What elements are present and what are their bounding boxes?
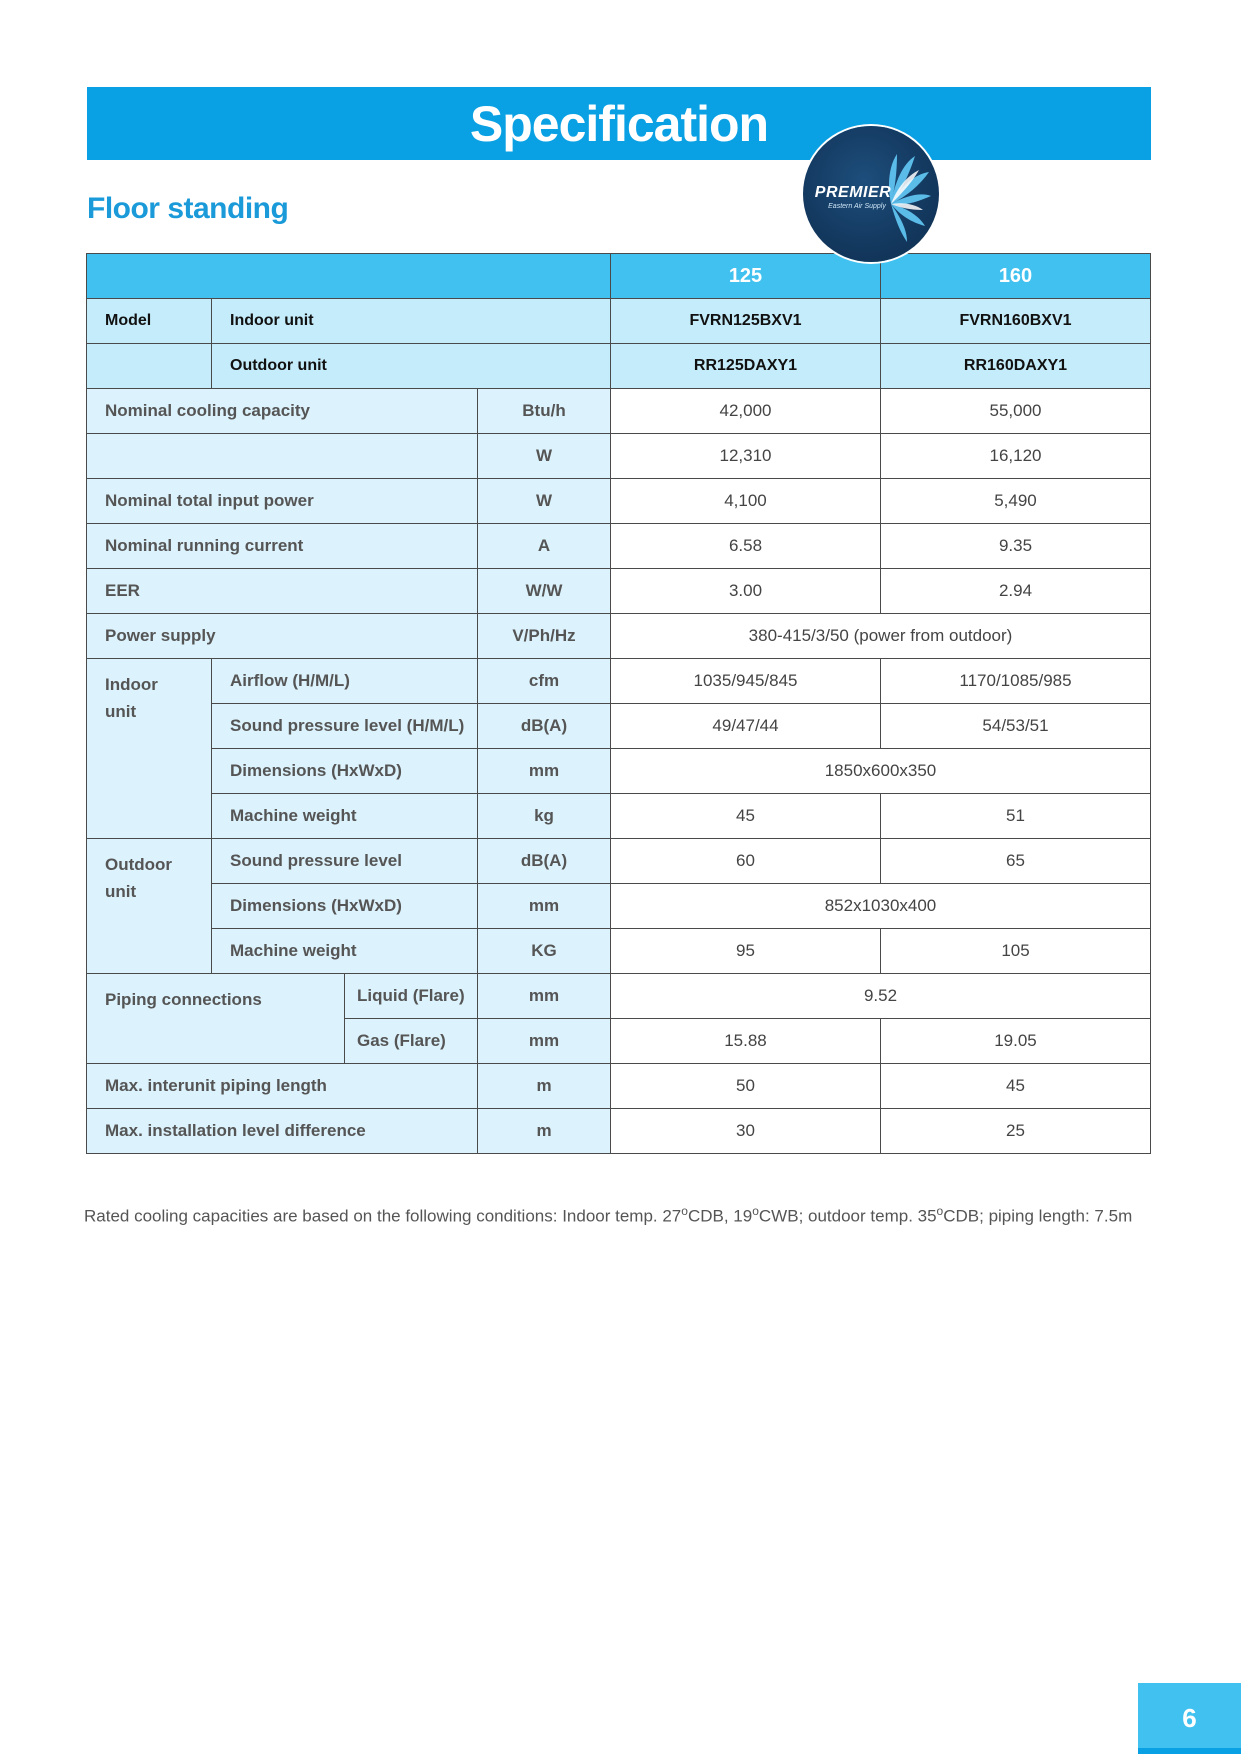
power-supply-label: Power supply [87, 614, 478, 659]
gas-flare-label: Gas (Flare) [345, 1019, 478, 1064]
value-cell: 30 [611, 1109, 881, 1154]
dimensions-label: Dimensions (HxWxD) [212, 884, 478, 929]
logo-name: PREMIER [814, 184, 892, 201]
footnote-text: CWB; outdoor temp. 35 [758, 1206, 937, 1226]
value-cell: 45 [881, 1064, 1151, 1109]
indoor-model-160: FVRN160BXV1 [881, 299, 1151, 344]
footnote [84, 1204, 1164, 1227]
indoor-dimensions-row [87, 749, 1151, 794]
header-banner [87, 87, 1151, 160]
footnote-text: CDB; piping length: 7.5m [943, 1206, 1133, 1226]
value-cell: 50 [611, 1064, 881, 1109]
power-supply-row [87, 614, 1151, 659]
unit-cell: mm [478, 1019, 611, 1064]
header-row [87, 254, 1151, 299]
degree-symbol: o [936, 1204, 944, 1218]
unit-cell: mm [478, 974, 611, 1019]
model-indoor-row [87, 299, 1151, 344]
logo-tagline: Eastern Air Supply [828, 203, 886, 210]
input-power-row [87, 479, 1151, 524]
col-header-160: 160 [881, 254, 1151, 299]
value-cell: 1850x600x350 [611, 749, 1151, 794]
cooling-btu-row [87, 389, 1151, 434]
col-header-125: 125 [611, 254, 881, 299]
section-title: Floor standing [87, 192, 289, 225]
unit-cell: W/W [478, 569, 611, 614]
unit-cell: m [478, 1109, 611, 1154]
input-power-label: Nominal total input power [87, 479, 478, 524]
value-cell: 380-415/3/50 (power from outdoor) [611, 614, 1151, 659]
value-cell: 19.05 [881, 1019, 1151, 1064]
unit-cell: KG [478, 929, 611, 974]
max-piping-length-row [87, 1064, 1151, 1109]
unit-cell: m [478, 1064, 611, 1109]
unit-cell: A [478, 524, 611, 569]
value-cell: 105 [881, 929, 1151, 974]
page-number: 6 [1138, 1683, 1241, 1754]
value-cell: 55,000 [881, 389, 1151, 434]
value-cell: 15.88 [611, 1019, 881, 1064]
value-cell: 1170/1085/985 [881, 659, 1151, 704]
value-cell: 16,120 [881, 434, 1151, 479]
value-cell: 9.52 [611, 974, 1151, 1019]
page-title: Specification [469, 95, 769, 152]
spec-table [86, 253, 1151, 1154]
value-cell: 25 [881, 1109, 1151, 1154]
footnote-text: Rated cooling capacities are based on the following conditions: Indoor temp. 27 [84, 1206, 682, 1226]
unit-cell: kg [478, 794, 611, 839]
indoor-sound-row [87, 704, 1151, 749]
unit-cell: dB(A) [478, 839, 611, 884]
machine-weight-label: Machine weight [212, 929, 478, 974]
value-cell: 95 [611, 929, 881, 974]
sound-pressure-label: Sound pressure level (H/M/L) [212, 704, 478, 749]
value-cell: 852x1030x400 [611, 884, 1151, 929]
model-empty-cell [87, 344, 212, 389]
outdoor-sound-row [87, 839, 1151, 884]
value-cell: 42,000 [611, 389, 881, 434]
outdoor-dimensions-row [87, 884, 1151, 929]
value-cell: 60 [611, 839, 881, 884]
value-cell: 6.58 [611, 524, 881, 569]
unit-cell: V/Ph/Hz [478, 614, 611, 659]
value-cell: 54/53/51 [881, 704, 1151, 749]
value-cell: 2.94 [881, 569, 1151, 614]
sound-pressure-label: Sound pressure level [212, 839, 478, 884]
model-outdoor-row [87, 344, 1151, 389]
unit-cell: Btu/h [478, 389, 611, 434]
max-level-diff-label: Max. installation level difference [87, 1109, 478, 1154]
dimensions-label: Dimensions (HxWxD) [212, 749, 478, 794]
outdoor-unit-group-label: Outdoor unit [87, 839, 212, 974]
degree-symbol: o [681, 1204, 688, 1218]
running-current-row [87, 524, 1151, 569]
header-empty-cell [87, 254, 611, 299]
eer-label: EER [87, 569, 478, 614]
outdoor-unit-label: Outdoor unit [212, 344, 611, 389]
piping-connections-label: Piping connections [87, 974, 345, 1064]
indoor-weight-row [87, 794, 1151, 839]
indoor-airflow-row [87, 659, 1151, 704]
model-label: Model [87, 299, 212, 344]
empty-label-cell [87, 434, 478, 479]
airflow-label: Airflow (H/M/L) [212, 659, 478, 704]
unit-cell: dB(A) [478, 704, 611, 749]
value-cell: 4,100 [611, 479, 881, 524]
value-cell: 49/47/44 [611, 704, 881, 749]
value-cell: 1035/945/845 [611, 659, 881, 704]
value-cell: 51 [881, 794, 1151, 839]
value-cell: 5,490 [881, 479, 1151, 524]
unit-cell: W [478, 479, 611, 524]
indoor-unit-label: Indoor unit [212, 299, 611, 344]
liquid-flare-label: Liquid (Flare) [345, 974, 478, 1019]
outdoor-model-125: RR125DAXY1 [611, 344, 881, 389]
cooling-capacity-label: Nominal cooling capacity [87, 389, 478, 434]
cooling-w-row [87, 434, 1151, 479]
outdoor-weight-row [87, 929, 1151, 974]
value-cell: 45 [611, 794, 881, 839]
max-piping-length-label: Max. interunit piping length [87, 1064, 478, 1109]
eer-row [87, 569, 1151, 614]
premier-logo [803, 126, 939, 262]
unit-cell: W [478, 434, 611, 479]
outdoor-model-160: RR160DAXY1 [881, 344, 1151, 389]
machine-weight-label: Machine weight [212, 794, 478, 839]
value-cell: 9.35 [881, 524, 1151, 569]
value-cell: 12,310 [611, 434, 881, 479]
running-current-label: Nominal running current [87, 524, 478, 569]
unit-cell: mm [478, 884, 611, 929]
footnote-text: CDB, 19 [687, 1206, 753, 1226]
value-cell: 3.00 [611, 569, 881, 614]
degree-symbol: o [752, 1204, 759, 1218]
indoor-model-125: FVRN125BXV1 [611, 299, 881, 344]
piping-liquid-row [87, 974, 1151, 1019]
unit-cell: mm [478, 749, 611, 794]
value-cell: 65 [881, 839, 1151, 884]
unit-cell: cfm [478, 659, 611, 704]
max-level-diff-row [87, 1109, 1151, 1154]
indoor-unit-group-label: Indoor unit [87, 659, 212, 839]
